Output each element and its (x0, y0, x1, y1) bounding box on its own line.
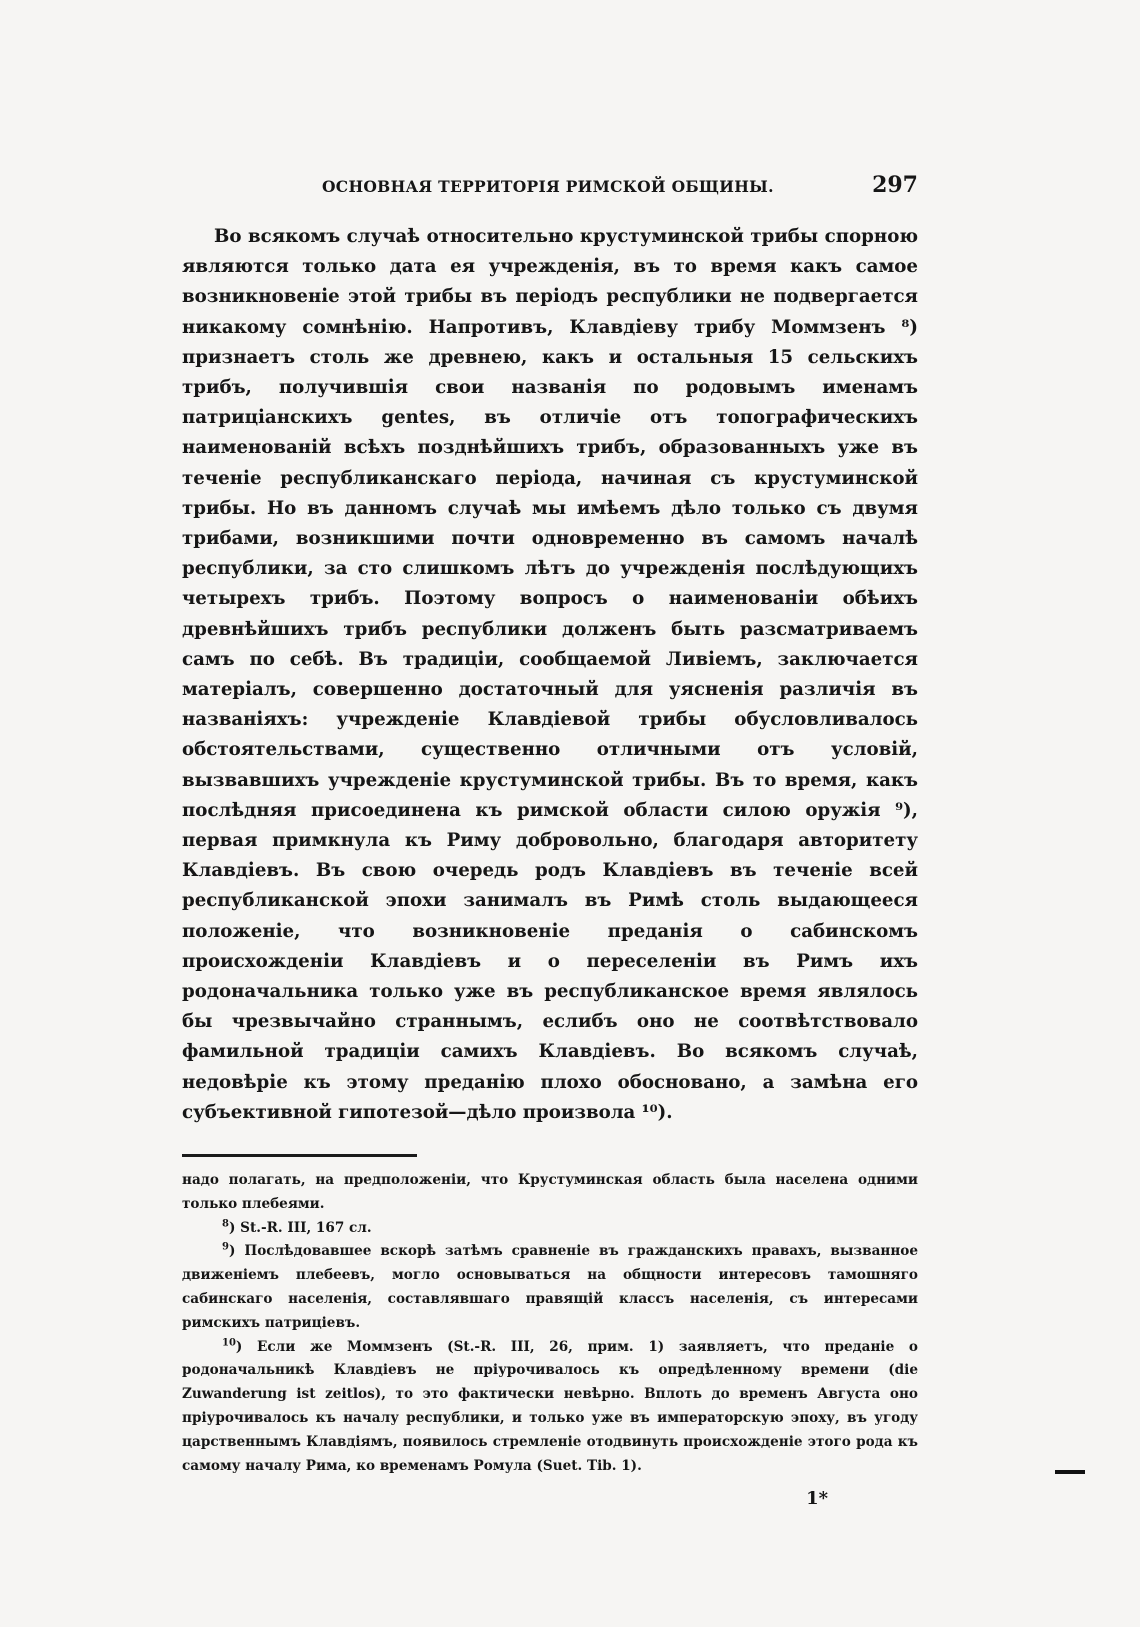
footnote-9: $^9$) Послѣдовавшее вскорѣ затѣмъ сравненіе въ гражданскихъ правахъ, вызванное движеніемъ плебеевъ, могло основываться на общности интересовъ тамошняго сабинскаго населенія, составлявшаго правящій классъ населенія, съ интересами римскихъ патриціевъ. (182, 1241, 918, 1331)
main-paragraph: Во всякомъ случаѣ относительно крустуминской трибы спорною являются только дата ея учрежденія, въ то время какъ самое возникновеніе этой трибы въ періодъ республики не подвергается никакому сомнѣнію. Напротивъ, Клавдіеву трибу Моммзенъ ⁸) признаетъ столь же древнею, какъ и остальныя 15 сельскихъ трибъ, получившія свои названія по родовымъ именамъ патриціанскихъ gentes, въ отличіе отъ топографическихъ наименованій всѣхъ позднѣйшихъ трибъ, образованныхъ уже въ теченіе республиканскаго періода, начиная съ крустуминской трибы. Но въ данномъ случаѣ мы имѣемъ дѣло только съ двумя трибами, возникшими почти одновременно въ самомъ началѣ республики, за сто слишкомъ лѣтъ до учрежденія послѣдующихъ четырехъ трибъ. Поэтому вопросъ о наименованіи обѣихъ древнѣйшихъ трибъ республики долженъ быть разсматриваемъ самъ по себѣ. Въ традиціи, сообщаемой Ливіемъ, заключается матеріалъ, совершенно достаточный для уясненія различія въ названіяхъ: учрежденіе Клавдіевой трибы обусловливалось обстоятельствами, существенно отличными отъ условій, вызвавшихъ учрежденіе крустуминской трибы. Въ то время, какъ послѣдняя присоединена къ римской области силою оружія ⁹), первая примкнула къ Риму добровольно, благодаря авторитету Клавдіевъ. Въ свою очередь родъ Клавдіевъ въ теченіе всей республиканской эпохи занималъ въ Римѣ столь выдающееся положеніе, что возникновеніе преданія о сабинскомъ происхожденіи Клавдіевъ и о переселеніи въ Римъ ихъ родоначальника только уже въ республиканское время являлось бы чрезвычайно страннымъ, еслибъ оно не соотвѣтствовало фамильной традиціи самихъ Клавдіевъ. Во всякомъ случаѣ, недовѣріе къ этому преданію плохо обосновано, а замѣна его субъективной гипотезой—дѣло произвола ¹⁰). (182, 226, 918, 1123)
footnote-8-mark: 8 (222, 1218, 229, 1230)
footnote-10: $^{10}$) Если же Моммзенъ (St.-R. III, 26, прим. 1) заявляетъ, что преданіе о родоначальникѣ Клавдіевъ не пріурочивалось къ опредѣленному времени (die Zuwanderung ist zeitlos), то это фактически невѣрно. Вплоть до временъ Августа оно пріурочивалось къ началу республики, и только уже въ императорскую эпоху, въ угоду царственнымъ Клавдіямъ, появилось стремленіе отодвинуть происхожденіе этого рода къ самому началу Рима, ко временамъ Ромула (Suet. Tib. 1). (182, 1337, 918, 1474)
signature-mark: 1* (806, 1488, 828, 1510)
footnote-8-text: St.-R. III, 167 сл. (235, 1219, 372, 1236)
running-title: ОСНОВНАЯ ТЕРРИТОРІЯ РИМСКОЙ ОБЩИНЫ. (322, 177, 774, 196)
page-number: 297 (872, 172, 918, 198)
footnote-8: $^8$) St.-R. III, 167 сл. (222, 1218, 372, 1236)
footnote-separator (182, 1154, 417, 1157)
footnote-10-mark: 10 (222, 1337, 236, 1349)
footnote-10-text: Если же Моммзенъ (St.-R. III, 26, прим. 1) заявляетъ, что преданіе о родоначальникѣ Клавдіевъ не пріурочивалось къ опредѣленному времени (die Zuwanderung ist zeitlos), то это фактически невѣрно. Вплоть до временъ Августа оно пріурочивалось къ началу республики, и только уже въ императорскую эпоху, въ угоду царственнымъ Клавдіямъ, появилось стремленіе отодвинуть происхожденіе этого рода къ самому началу Рима, ко временамъ Ромула (Suet. Tib. 1). (182, 1338, 918, 1474)
page-header (182, 172, 918, 208)
edge-mark (1055, 1470, 1085, 1474)
footnote-9-mark: 9 (222, 1241, 229, 1253)
footnote-continuation: надо полагать, на предположеніи, что Крустуминская область была населена одними только плебеями. (182, 1172, 918, 1212)
footnotes-section (182, 1169, 918, 1478)
footnote-9-text: Послѣдовавшее вскорѣ затѣмъ сравненіе въ гражданскихъ правахъ, вызванное движеніемъ плебеевъ, могло основываться на общности интересовъ тамошняго сабинскаго населенія, составлявшаго правящій классъ населенія, съ интересами римскихъ патриціевъ. (182, 1243, 918, 1331)
book-page (182, 172, 918, 1509)
